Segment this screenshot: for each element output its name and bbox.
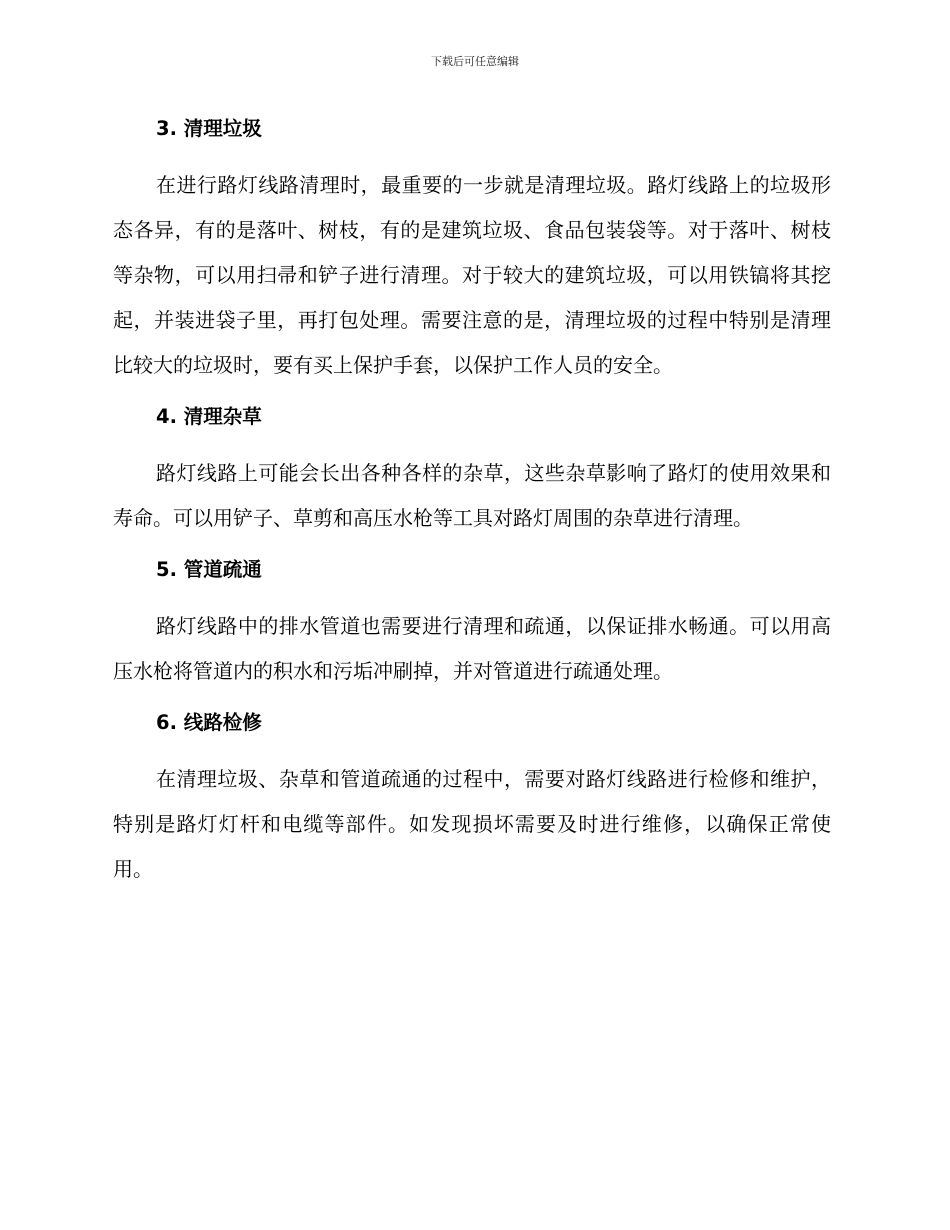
page-header: 下载后可任意编辑: [431, 55, 519, 68]
section-heading-pipe-dredging: 5. 管道疏通: [156, 558, 262, 581]
section-paragraph-cleanup-weeds: 路灯线路上可能会长出各种各样的杂草，这些杂草影响了路灯的使用效果和寿命。可以用铲子、草剪和高压水枪等工具对路灯周围的杂草进行清理。: [113, 461, 831, 530]
section-paragraph-pipe-dredging: 路灯线路中的排水管道也需要进行清理和疏通，以保证排水畅通。可以用高压水枪将管道内的积水和污垢冲刷掉，并对管道进行疏通处理。: [113, 614, 831, 683]
section-heading-cleanup-garbage: 3. 清理垃圾: [156, 117, 262, 140]
section-heading-line-maintenance: 6. 线路检修: [156, 711, 262, 734]
section-paragraph-line-maintenance: 在清理垃圾、杂草和管道疏通的过程中，需要对路灯线路进行检修和维护，特别是路灯灯杆和电缆等部件。如发现损坏需要及时进行维修，以确保正常使用。: [113, 767, 831, 881]
document-body: [113, 112, 831, 892]
section-heading-cleanup-weeds: 4. 清理杂草: [156, 405, 262, 428]
section-paragraph-cleanup-garbage: 在进行路灯线路清理时，最重要的一步就是清理垃圾。路灯线路上的垃圾形态各异，有的是落叶、树枝，有的是建筑垃圾、食品包装袋等。对于落叶、树枝等杂物，可以用扫帚和铲子进行清理。对于较大的建筑垃圾，可以用铁镐将其挖起，并装进袋子里，再打包处理。需要注意的是，清理垃圾的过程中特别是清理比较大的垃圾时，要有买上保护手套，以保护工作人员的安全。: [113, 173, 831, 377]
